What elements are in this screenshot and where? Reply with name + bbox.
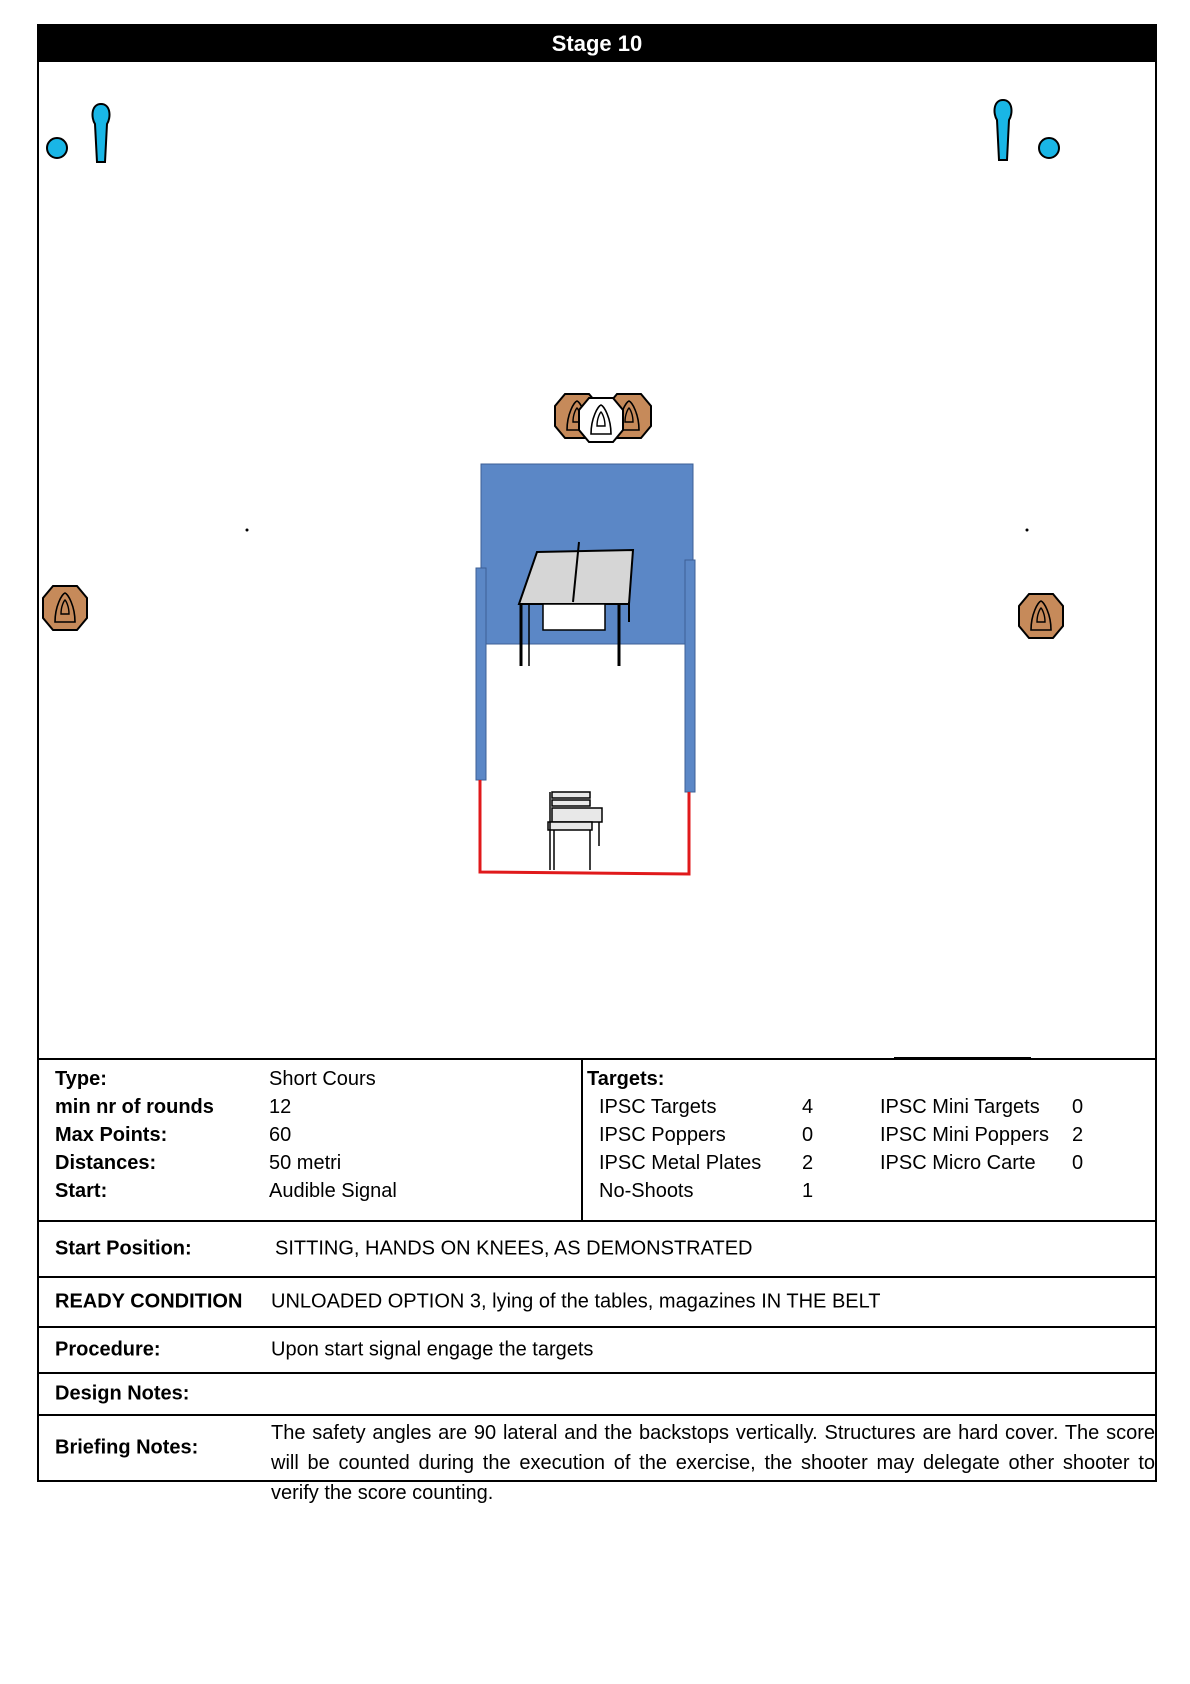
briefing-notes-label: Briefing Notes: xyxy=(55,1436,199,1459)
design-notes-label: Design Notes: xyxy=(55,1382,190,1405)
target-type-label: No-Shoots xyxy=(599,1180,694,1202)
start-position-label: Start Position: xyxy=(55,1237,192,1260)
target-count: 0 xyxy=(1072,1152,1084,1174)
start-position-value: SITTING, HANDS ON KNEES, AS DEMONSTRATED xyxy=(275,1237,753,1260)
distances-value: 50 metri xyxy=(269,1152,342,1174)
ready-condition-row xyxy=(39,1278,1155,1328)
stage-info xyxy=(39,1058,1155,1222)
target-type-label: IPSC Micro Carte xyxy=(880,1152,1036,1174)
procedure-value: Upon start signal engage the targets xyxy=(271,1338,594,1361)
target-count: 1 xyxy=(802,1180,814,1202)
rounds-value: 12 xyxy=(269,1096,292,1118)
target-type-label: IPSC Mini Targets xyxy=(880,1096,1040,1118)
ready-condition-value: UNLOADED OPTION 3, lying of the tables, magazines IN THE BELT xyxy=(271,1290,881,1313)
distances-label: Distances: xyxy=(55,1152,157,1174)
wall-icon xyxy=(685,560,695,792)
type-value: Short Cours xyxy=(269,1068,376,1090)
briefing-notes-row xyxy=(39,1416,1155,1504)
rounds-label: min nr of rounds xyxy=(55,1096,214,1118)
wall-icon xyxy=(476,568,486,780)
target-count: 0 xyxy=(1072,1096,1084,1118)
paper-target-icon xyxy=(1019,594,1063,638)
popper-icon xyxy=(995,100,1012,160)
target-type-label: IPSC Targets xyxy=(599,1096,717,1118)
stage-title: Stage 10 xyxy=(39,26,1155,62)
table-icon xyxy=(519,542,633,666)
info-divider xyxy=(581,1060,583,1220)
start-value: Audible Signal xyxy=(269,1180,397,1202)
points-value: 60 xyxy=(269,1124,292,1146)
briefing-notes-value: The safety angles are 90 lateral and the backstops vertically. Structures are hard cover. The score will be counted during the execution of the exercise, the shooter may delegate other shooter to verify the score counting. xyxy=(271,1422,1155,1504)
target-type-label: IPSC Metal Plates xyxy=(599,1152,762,1174)
target-count: 4 xyxy=(802,1096,814,1118)
stage-diagram-svg xyxy=(39,62,1155,1058)
start-position-row xyxy=(39,1222,1155,1278)
points-label: Max Points: xyxy=(55,1124,168,1146)
ready-condition-label: READY CONDITION xyxy=(55,1290,243,1313)
procedure-row xyxy=(39,1328,1155,1374)
stage-diagram xyxy=(39,62,1155,1058)
target-type-label: IPSC Poppers xyxy=(599,1124,726,1146)
start-label: Start: xyxy=(55,1180,108,1202)
paper-target-icon xyxy=(43,586,87,630)
metal-plate-icon xyxy=(1039,138,1059,158)
design-notes-row xyxy=(39,1374,1155,1416)
target-count: 2 xyxy=(1072,1124,1084,1146)
chair-icon xyxy=(548,792,602,870)
procedure-label: Procedure: xyxy=(55,1338,161,1361)
targets-heading: Targets: xyxy=(587,1068,665,1090)
target-type-label: IPSC Mini Poppers xyxy=(880,1124,1049,1146)
metal-plate-icon xyxy=(47,138,67,158)
type-label: Type: xyxy=(55,1068,107,1090)
target-count: 0 xyxy=(802,1124,814,1146)
stage-sheet xyxy=(37,24,1157,1504)
popper-icon xyxy=(93,104,110,162)
no-shoot-icon xyxy=(579,398,623,442)
target-count: 2 xyxy=(802,1152,814,1174)
